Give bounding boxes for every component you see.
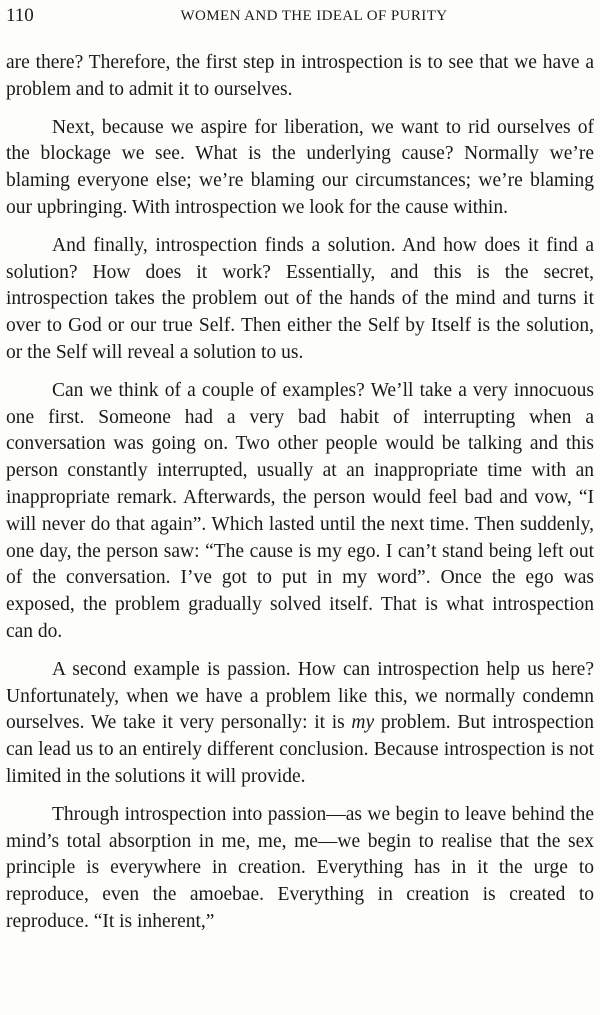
paragraph-4: Can we think of a couple of examples? We’ll take a very innocuous one first. Someone had a very bad habit of interrupting when a conversation was going on. Two other people would be talking and this person constantly interrupted, usually at an inappropriate time with an inappropriate remark. Afterwards, the person would feel bad and vow, “I will never do that again”. Which lasted until the next time. Then suddenly, one day, the person saw: “The cause is my ego. I can’t stand being left out of the conversation. I’ve got to put in my word”. Once the ego was exposed, the problem gradually solved itself. That is what introspection can do. [6, 379, 594, 642]
paragraph-5-lead: A second example is passion. How can introspection help us here? Unfortunately, when we have a problem like this, we normally condemn ourselves. We take it very personally: it is [6, 658, 594, 734]
running-title: WOMEN AND THE IDEAL OF PURITY [180, 8, 448, 24]
paragraph-2: Next, because we aspire for liberation, we want to rid ourselves of the blockage we see. What is the underlying cause? Normally we’re blaming everyone else; we’re blaming our circumstances; we’re blaming our upbringing. With introspection we look for the cause within. [6, 116, 594, 218]
paragraph-3: And finally, introspection finds a solution. And how does it find a solution? How does it work? Essentially, and this is the secret, introspection takes the problem out of the hands of the mind and turns it over to God or our true Self. Then either the Self by Itself is the solution, or the Self will reveal a solution to us. [6, 234, 594, 363]
paragraph-5-emphasis: my [351, 712, 375, 734]
page-number: 110 [6, 5, 34, 26]
paragraph-5-tail: problem. But introspection can lead us to an entirely different conclusion. Because introspection is not limited in the solutions it will provide. [6, 712, 594, 787]
paragraph-1: are there? Therefore, the first step in introspection is to see that we have a problem and to admit it to ourselves. [6, 52, 594, 100]
body-text [6, 50, 594, 947]
paragraph-5 [6, 657, 594, 791]
paragraph-6: Through introspection into passion—as we begin to leave behind the mind’s total absorption in me, me, me—we begin to realise that the sex principle is everywhere in creation. Everything has in it the urge to reproduce, even the amoebae. Everything in creation is created to reproduce. “It is inherent,” [6, 803, 594, 932]
running-head [6, 4, 592, 28]
